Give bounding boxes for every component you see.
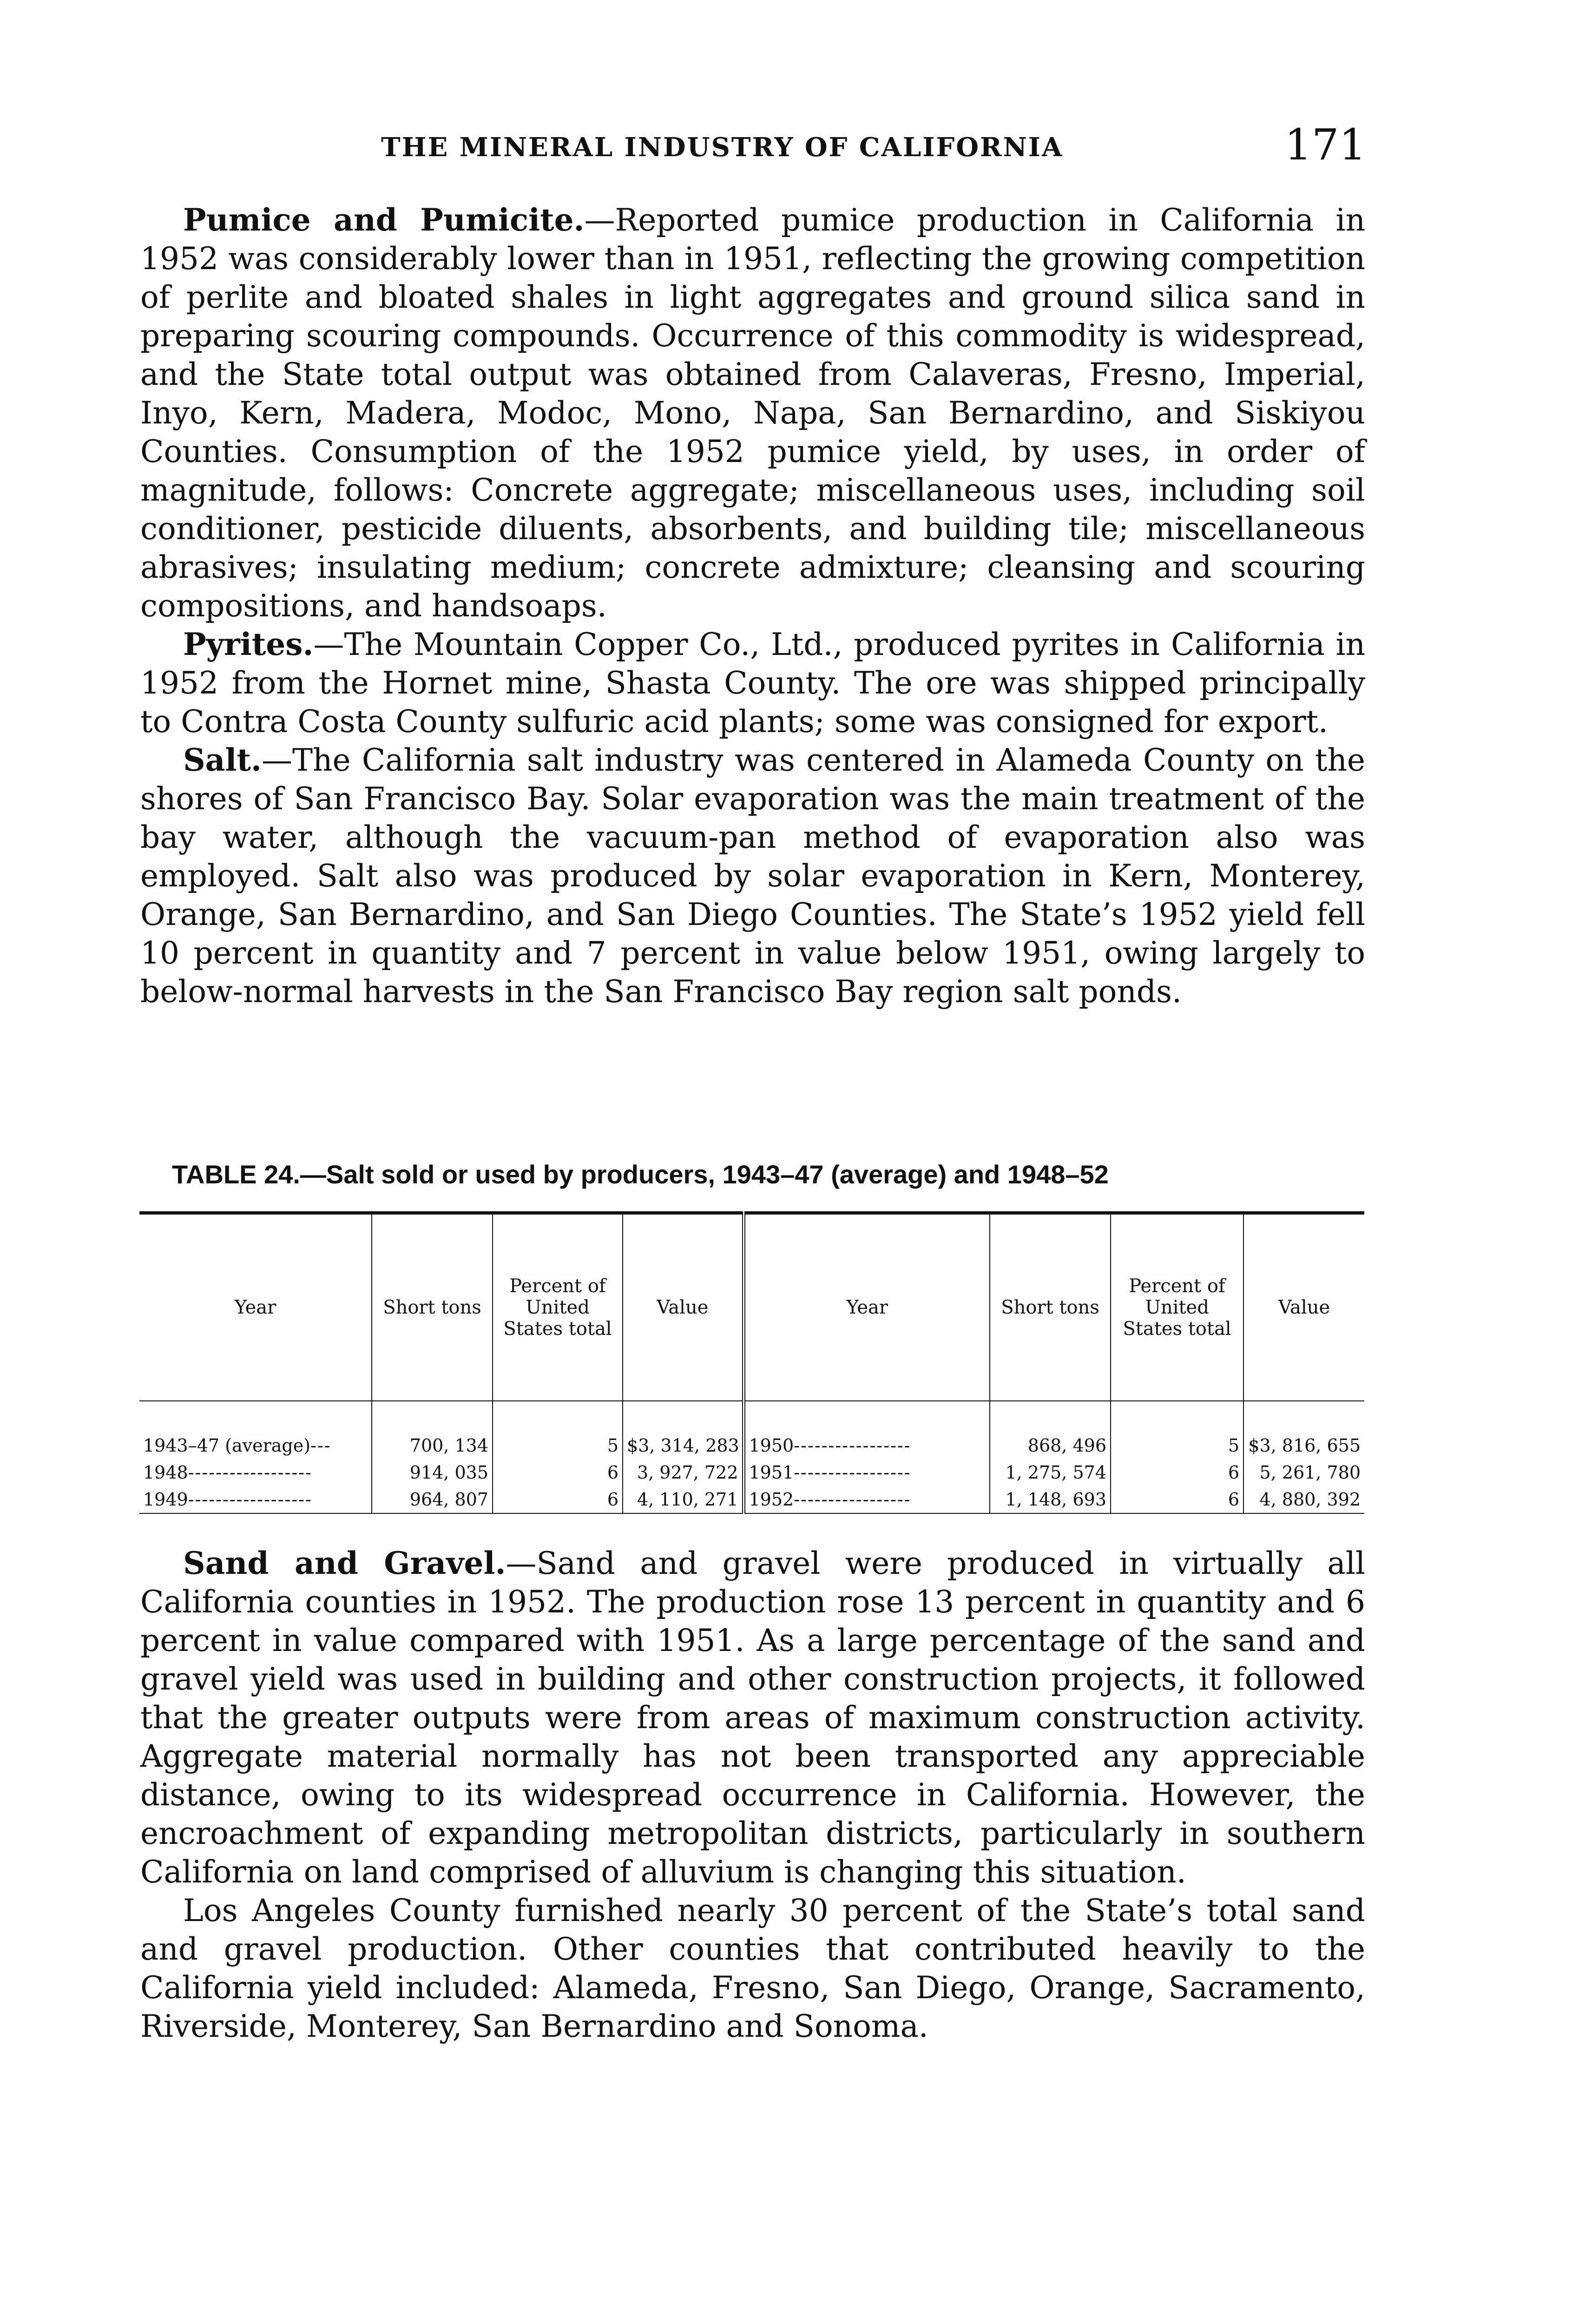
table-cell: 5, 261, 780 [1243, 1459, 1364, 1486]
year-label: 1943–47 (average) [143, 1435, 311, 1456]
leader-dots: --- [310, 1435, 331, 1456]
table-cell: 5 [493, 1401, 623, 1459]
table-cell: 6 [1111, 1459, 1243, 1486]
leader-dots: ----------------- [794, 1489, 911, 1510]
leader-dots: ----------------- [794, 1462, 911, 1483]
salt-table-wrapper [139, 1211, 1364, 1514]
table-cell: $3, 314, 283 [623, 1401, 743, 1459]
year-label: 1948 [143, 1462, 188, 1483]
table-cell: 914, 035 [372, 1459, 493, 1486]
leader-dots: ----------------- [794, 1435, 911, 1456]
table-row [139, 1486, 1364, 1513]
column-header: Value [1243, 1213, 1364, 1401]
table-header-row [139, 1213, 1364, 1401]
paragraph-pyrites [140, 625, 1365, 741]
table-cell: 1, 275, 574 [990, 1459, 1111, 1486]
table-caption: TABLE 24.—Salt sold or used by producers, 1943–47 (average) and 1948–52 [172, 1160, 1109, 1189]
page-number: 171 [1284, 120, 1366, 170]
table-cell: 4, 110, 271 [623, 1486, 743, 1513]
year-label: 1952 [749, 1489, 794, 1510]
year-label: 1949 [143, 1489, 188, 1510]
table-row [139, 1459, 1364, 1486]
paragraph-text: Los Angeles County furnished nearly 30 percent of the State’s total sand and gravel production. Other counties that contributed heavily to the California yield included: Alameda, Fresno, San Diego, Orange, Sacramento, Riverside, Monterey, San Bernardino and Sonoma. [140, 1893, 1365, 2044]
table-cell [743, 1459, 990, 1486]
paragraph-text: —Reported pumice production in California in 1952 was considerably lower than in 1951, reflecting the growing competition of perlite and bloated shales in light aggregates and ground silica sand in preparing scouring compounds. Occurrence of this commodity is widespread, and the State total output was obtained from Calaveras, Fresno, Imperial, Inyo, Kern, Madera, Modoc, Mono, Napa, San Bernardino, and Siskiyou Counties. Consumption of the 1952 pumice yield, by uses, in order of magnitude, follows: Concrete aggregate; miscellaneous uses, including soil conditioner, pesticide diluents, absorbents, and building tile; miscellaneous abrasives; insulating medium; concrete admixture; cleansing and scouring compositions, and handsoaps. [140, 202, 1365, 624]
table-cell: 6 [493, 1459, 623, 1486]
table-cell: 6 [1111, 1486, 1243, 1513]
year-label: 1951 [749, 1462, 794, 1483]
paragraph-text: —The Mountain Copper Co., Ltd., produced pyrites in California in 1952 from the Hornet mine, Shasta County. The ore was shipped principally to Contra Costa County sulfuric acid plants; some was consigned for export. [140, 627, 1365, 739]
paragraph-heading: Pumice and Pumicite. [183, 202, 585, 238]
table-cell: 1, 148, 693 [990, 1486, 1111, 1513]
table-cell: 6 [493, 1486, 623, 1513]
table-cell: 5 [1111, 1401, 1243, 1459]
table-cell [743, 1486, 990, 1513]
table-cell: $3, 816, 655 [1243, 1401, 1364, 1459]
leader-dots: ------------------ [188, 1462, 312, 1483]
paragraph-pumice [140, 201, 1365, 625]
paragraph-text: —Sand and gravel were produced in virtually all California counties in 1952. The production rose 13 percent in quantity and 6 percent in value compared with 1951. As a large percentage of the sand and gravel yield was used in building and other construction projects, it followed that the greater outputs were from areas of maximum construction activity. Aggregate material normally has not been transported any appreciable distance, owing to its widespread occurrence in California. However, the encroachment of expanding metropolitan districts, particularly in southern California on land comprised of alluvium is changing this situation. [140, 1545, 1365, 1890]
column-header: Short tons [990, 1213, 1111, 1401]
table-cell: 4, 880, 392 [1243, 1486, 1364, 1513]
paragraph-heading: Pyrites. [183, 626, 314, 662]
column-header: Percent of United States total [493, 1213, 623, 1401]
table-cell [139, 1486, 372, 1513]
paragraph-salt [140, 741, 1365, 1011]
body-text-bottom [140, 1544, 1365, 2046]
table-cell [139, 1459, 372, 1486]
table-cell: 868, 496 [990, 1401, 1111, 1459]
table-row [139, 1401, 1364, 1459]
column-header: Year [743, 1213, 990, 1401]
column-header: Value [623, 1213, 743, 1401]
column-header: Short tons [372, 1213, 493, 1401]
table-cell: 3, 927, 722 [623, 1459, 743, 1486]
leader-dots: ------------------ [188, 1489, 312, 1510]
paragraph-los-angeles [140, 1891, 1365, 2046]
table-cell [743, 1401, 990, 1459]
running-head [139, 120, 1366, 171]
body-text-top [140, 201, 1365, 1011]
column-header: Percent of United States total [1111, 1213, 1243, 1401]
salt-table [139, 1211, 1364, 1514]
running-title: THE MINERAL INDUSTRY OF CALIFORNIA [381, 132, 1064, 163]
table-cell: 700, 134 [372, 1401, 493, 1459]
table-cell [139, 1401, 372, 1459]
paragraph-heading: Salt. [183, 742, 262, 778]
paragraph-sand-gravel [140, 1544, 1365, 1891]
column-header: Year [139, 1213, 372, 1401]
paragraph-heading: Sand and Gravel. [183, 1545, 506, 1581]
year-label: 1950 [749, 1435, 794, 1456]
paragraph-text: —The California salt industry was centered in Alameda County on the shores of San Francisco Bay. Solar evaporation was the main treatment of the bay water, although the vacuum-pan method of evaporation also was employed. Salt also was produced by solar evaporation in Kern, Monterey, Orange, San Bernardino, and San Diego Counties. The State’s 1952 yield fell 10 percent in quantity and 7 percent in value below 1951, owing largely to below-normal harvests in the San Francisco Bay region salt ponds. [140, 742, 1365, 1010]
table-cell: 964, 807 [372, 1486, 493, 1513]
